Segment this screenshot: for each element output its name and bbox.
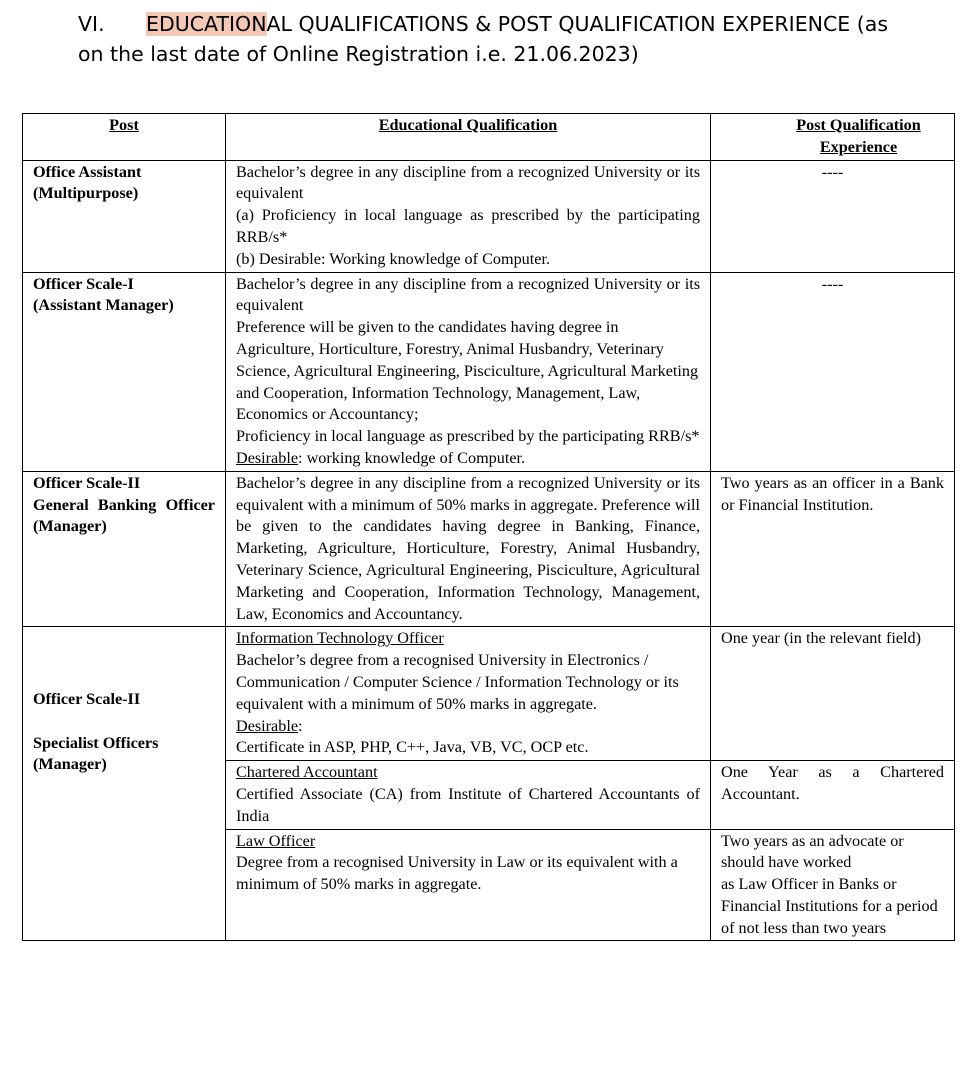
header-experience: Post Qualification Experience [711,114,955,161]
experience-cell [711,829,955,941]
post-name: (Manager) [33,517,107,536]
section-heading [78,9,948,69]
education-text: Certified Associate (CA) from Institute of Chartered Accountants of India [236,784,700,825]
post-name: Specialist Officers [33,733,159,752]
header-education: Educational Qualification [226,114,711,161]
experience-cell: One Year as a Chartered Accountant. [711,761,955,829]
experience-cell: One year (in the relevant field) [711,627,955,761]
post-name: (Manager) [33,755,107,774]
education-cell [226,829,711,941]
education-text: Bachelor’s degree in any discipline from a recognized University or its equivalent [236,162,700,203]
experience-cell: Two years as an officer in a Bank or Financial Institution. [711,471,955,627]
experience-cell: ---- [711,160,955,272]
heading-text: AL QUALIFICATIONS & POST QUALIFICATION EXPERIENCE (as [266,12,889,36]
desirable-line [236,716,700,738]
desirable-label: Desirable [236,716,299,735]
education-text: Bachelor’s degree from a recognised University in Electronics / Communication / Computer Science / Information Technology or its equivalent with a minimum of 50% marks in aggregate. [236,651,679,713]
role-title: Chartered Accountant [236,763,378,782]
highlighted-text: EDUCATION [146,12,267,36]
experience-cell: ---- [711,272,955,471]
table-header-row [23,114,955,161]
post-name: (Multipurpose) [33,184,139,203]
post-name: Officer Scale-I [33,274,134,293]
post-cell [23,160,226,272]
table-row [23,471,955,627]
post-name: Officer Scale-II [33,473,141,492]
post-name: Officer Scale-II [33,689,141,708]
desirable-text: Certificate in ASP, PHP, C++, Java, VB, VC, OCP etc. [236,738,589,757]
experience-text: Two years as an advocate or should have worked [721,831,904,872]
desirable-label: Desirable [236,448,299,467]
education-cell [226,272,711,471]
role-title: Law Officer [236,831,316,850]
education-text: Degree from a recognised University in Law or its equivalent with a minimum of 50% marks in aggregate. [236,853,678,894]
table-row [23,272,955,471]
header-post: Post [23,114,226,161]
education-text: (b) Desirable: Working knowledge of Computer. [236,249,550,268]
table-row [23,627,955,761]
table-row [23,160,955,272]
education-cell [226,160,711,272]
education-cell [226,761,711,829]
qualifications-table [22,113,955,941]
education-cell [226,627,711,761]
desirable-line [236,448,700,470]
post-name: General Banking Officer [33,495,215,514]
post-cell [23,627,226,941]
section-number: VI. [78,12,105,36]
post-name: (Assistant Manager) [33,296,174,315]
desirable-text: : working knowledge of Computer. [298,448,526,467]
education-cell: Bachelor’s degree in any discipline from a recognized University or its equivalent with a minimum of 50% marks in aggregate. Preference will be given to the candidates having degree in Banking, Finance, Marketing, Agriculture, Horticulture, Forestry, Animal Husbandry, Veterinary Science, Agricultural Engineering, Pisciculture, Agricultural Marketing and Cooperation, Information Technology, Management, Law, Economics and Accountancy. [226,471,711,627]
education-text: Preference will be given to the candidates having degree in Agriculture, Horticulture, Forestry, Animal Husbandry, Veterinary Science, Agricultural Engineering, Pisciculture, Agricultural Marketing and Cooperation, Information Technology, Management, Law, Economics or Accountancy; [236,318,699,424]
desirable-colon: : [298,716,303,735]
experience-text: as Law Officer in Banks or Financial Institutions for a period of not less than two years [721,875,938,937]
heading-line-2: on the last date of Online Registration i.e. 21.06.2023) [78,42,639,66]
education-text: Bachelor’s degree in any discipline from a recognized University or its equivalent [236,274,700,315]
education-text: (a) Proficiency in local language as prescribed by the participating RRB/s* [236,206,700,246]
heading-line-1 [78,9,948,39]
role-title: Information Technology Officer [236,629,444,648]
post-name: Office Assistant [33,162,142,181]
post-cell [23,272,226,471]
post-cell [23,471,226,627]
education-text: Proficiency in local language as prescribed by the participating RRB/s* [236,427,700,446]
